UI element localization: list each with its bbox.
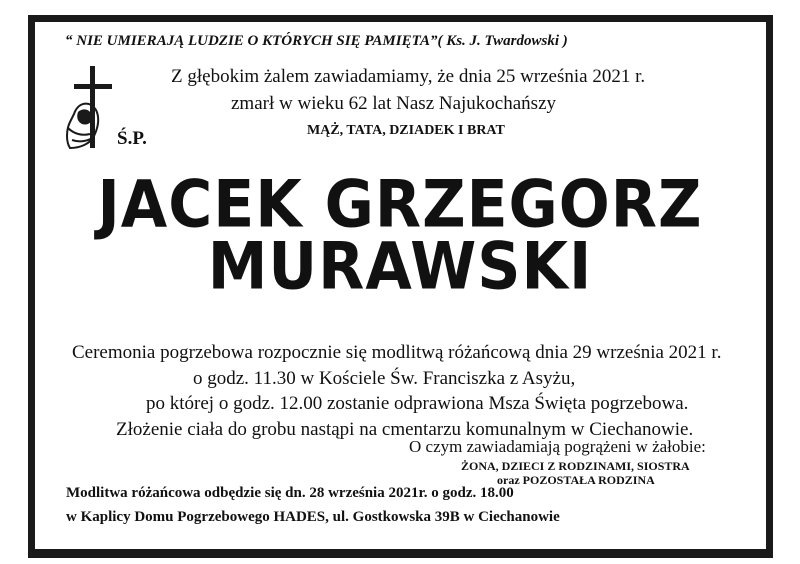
announcement-line-2: zmarł w wieku 62 lat Nasz Najukochańszy — [231, 93, 557, 114]
quote-line: “ NIE UMIERAJĄ LUDZIE O KTÓRYCH SIĘ PAMIĘTA”( Ks. J. Twardowski ) — [65, 33, 568, 49]
ceremony-line-2: o godz. 11.30 w Kościele Św. Franciszka z Asyżu, — [193, 368, 576, 389]
ceremony-line-1: Ceremonia pogrzebowa rozpocznie się modlitwą różańcową dnia 29 września 2021 r. — [72, 342, 722, 363]
ceremony-line-4: Złożenie ciała do grobu nastąpi na cmentarzu komunalnym w Ciechanowie. — [116, 419, 694, 440]
notify-line: O czym zawiadamiają pogrążeni w żałobie: — [409, 437, 706, 456]
family-line-1: ŻONA, DZIECI Z RODZINAMI, SIOSTRA — [461, 459, 690, 473]
cross-with-praying-figure-icon — [60, 64, 116, 154]
deceased-name-first: JACEK GRZEGORZ — [97, 167, 703, 243]
sp-label: Ś.P. — [117, 128, 147, 149]
announcement-line-1: Z głębokim żalem zawiadamiamy, że dnia 25 września 2021 r. — [171, 66, 646, 87]
rosary-line-1: Modlitwa różańcowa odbędzie się dn. 28 września 2021r. o godz. 18.00 — [66, 485, 514, 501]
ceremony-line-3: po której o godz. 12.00 zostanie odprawiona Msza Święta pogrzebowa. — [146, 393, 689, 414]
rosary-line-2: w Kaplicy Domu Pogrzebowego HADES, ul. Gostkowska 39B w Ciechanowie — [66, 509, 560, 525]
deceased-name-last: MURAWSKI — [207, 229, 593, 305]
family-line-2: oraz POZOSTAŁA RODZINA — [497, 473, 655, 487]
roles-line: MĄŻ, TATA, DZIADEK I BRAT — [307, 123, 505, 138]
